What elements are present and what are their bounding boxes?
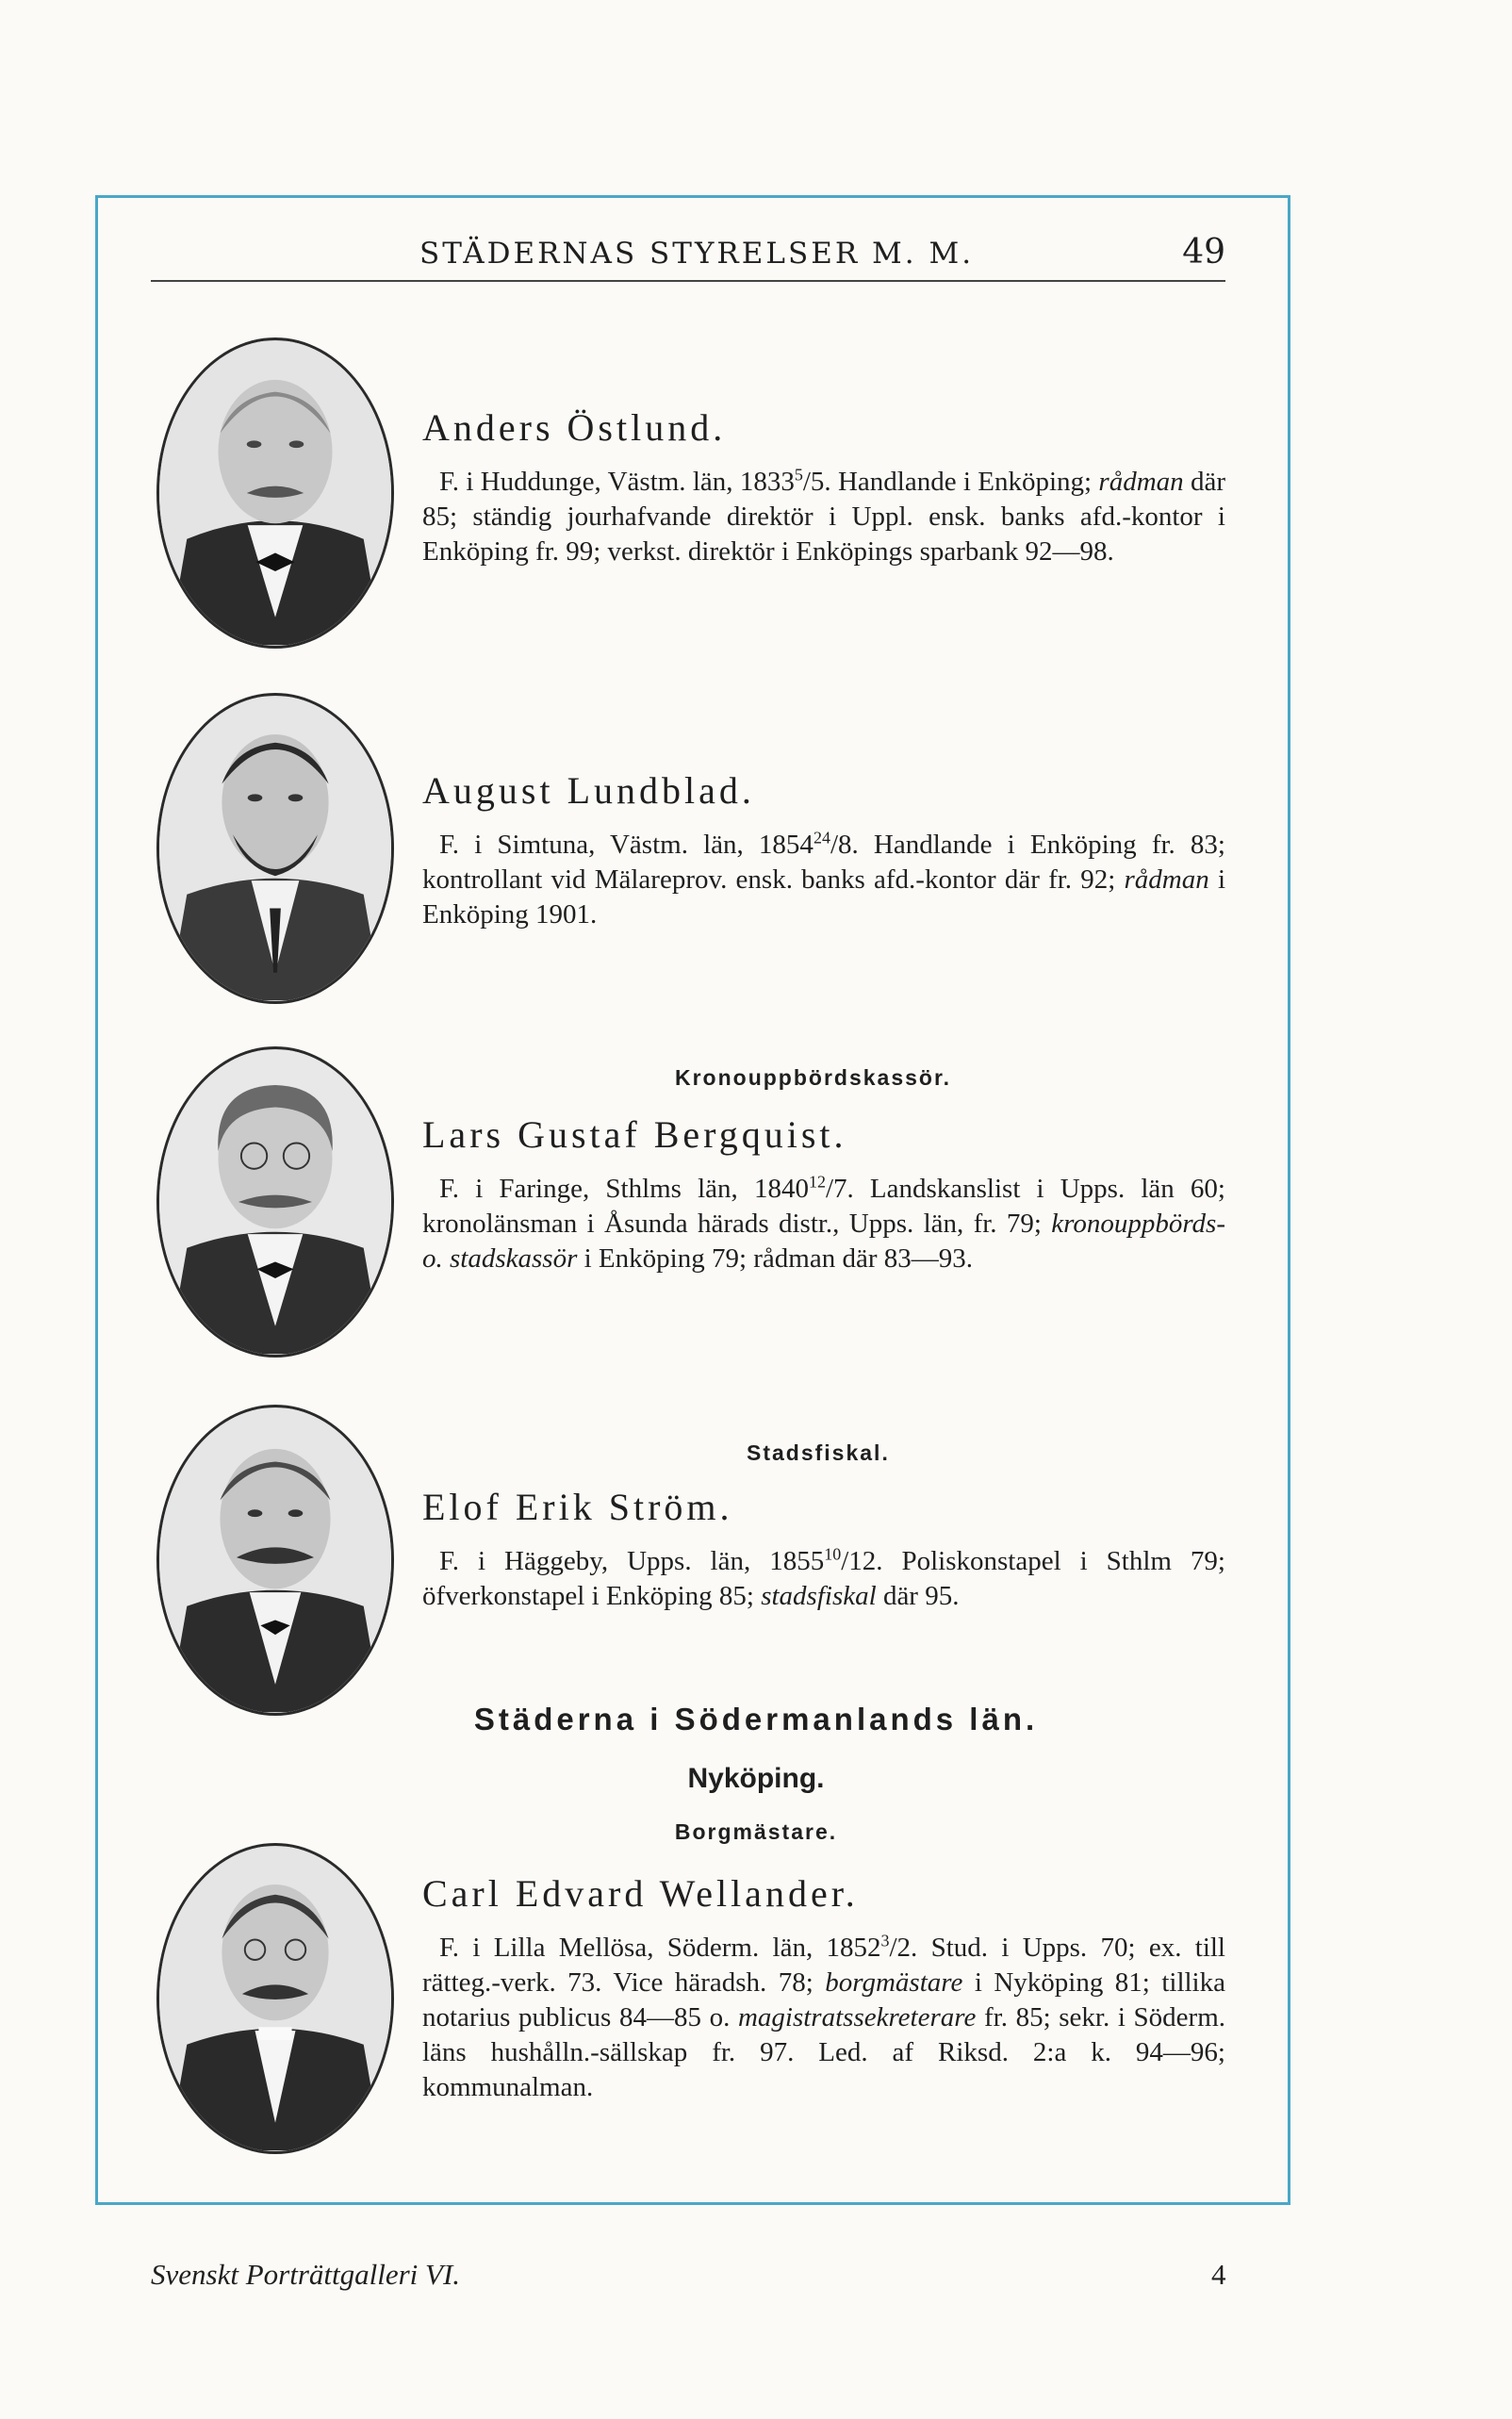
portrait-icon bbox=[159, 1049, 391, 1355]
role-stadsfiskal: Stadsfiskal. bbox=[747, 1440, 890, 1465]
footer-signature-number: 4 bbox=[1211, 2258, 1226, 2291]
portrait-icon bbox=[159, 1407, 391, 1713]
portrait-icon bbox=[159, 340, 391, 646]
role-borgmastare: Borgmästare. bbox=[674, 1819, 838, 1844]
section-heading: Städerna i Södermanlands län. bbox=[473, 1702, 1039, 1736]
role-kronouppbordskassor: Kronouppbördskassör. bbox=[675, 1065, 952, 1090]
page-number: 49 bbox=[1182, 233, 1225, 272]
entry-bio: F. i Simtuna, Västm. län, 1854$^{24}$/8. Handlande i Enköping fr. 83; kontrollant vid Mälareprov. ensk. banks afd.-kontor där fr. 92; rådman i Enköping 1901. bbox=[422, 828, 1226, 930]
entry-august-lundblad bbox=[422, 768, 1225, 932]
entry-anders-ostlund bbox=[422, 405, 1225, 569]
portrait-carl-edvard-wellander bbox=[156, 1843, 394, 2154]
running-header bbox=[151, 233, 1225, 282]
entry-name: August Lundblad. bbox=[422, 769, 755, 812]
portrait-icon bbox=[159, 1846, 391, 2151]
section-city: Nyköping. bbox=[687, 1763, 825, 1794]
footer-book-title: Svenskt Porträttgalleri VI. bbox=[151, 2258, 461, 2291]
portrait-icon bbox=[159, 696, 391, 1001]
entry-bio: F. i Huddunge, Västm. län, 1833$^5$/5. Handlande i Enköping; rådman där 85; ständig jourhafvande direktör i Uppl. ensk. banks afd.-kontor i Enköping fr. 99; verkst. direktör i Enköpings sparbank 92—98. bbox=[422, 465, 1225, 567]
entry-bio: F. i Häggeby, Upps. län, 1855$^{10}$/12. Poliskonstapel i Sthlm 79; öfverkonstapel i Enköping 85; stadsfiskal där 95. bbox=[422, 1544, 1225, 1611]
entry-bio: F. i Faringe, Sthlms län, 1840$^{12}$/7. Landskanslist i Upps. län 60; kronolänsman i Åsunda härads distr., Upps. län, fr. 79; kronouppbörds- o. stadskassör i Enköping 79; rådman där 83—93. bbox=[422, 1172, 1225, 1274]
entry-name: Lars Gustaf Bergquist. bbox=[422, 1113, 847, 1156]
portrait-august-lundblad bbox=[156, 693, 394, 1004]
entry-bio: F. i Lilla Mellösa, Söderm. län, 1852$^3$/2. Stud. i Upps. 70; ex. till rätteg.-verk. 73. Vice häradsh. 78; borgmästare i Nyköping 81; tillika notarius publicus 84—85 o. magistratssekreterare fr. 85; sekr. i Söderm. läns hushålln.-sällskap fr. 97. Led. af Riksd. 2:a k. 94—96; kommunalman. bbox=[422, 1931, 1226, 2102]
portrait-lars-gustaf-bergquist bbox=[156, 1046, 394, 1358]
portrait-anders-ostlund bbox=[156, 337, 394, 649]
header-title: STÄDERNAS STYRELSER M. M. bbox=[419, 237, 975, 271]
entry-lars-gustaf-bergquist bbox=[422, 1112, 1225, 1276]
portrait-elof-erik-strom bbox=[156, 1405, 394, 1716]
entry-elof-erik-strom bbox=[422, 1485, 1225, 1614]
entry-name: Carl Edvard Wellander. bbox=[422, 1872, 859, 1915]
entry-carl-edvard-wellander bbox=[422, 1871, 1225, 2105]
entry-name: Anders Östlund. bbox=[422, 406, 727, 449]
entry-name: Elof Erik Ström. bbox=[422, 1486, 733, 1528]
